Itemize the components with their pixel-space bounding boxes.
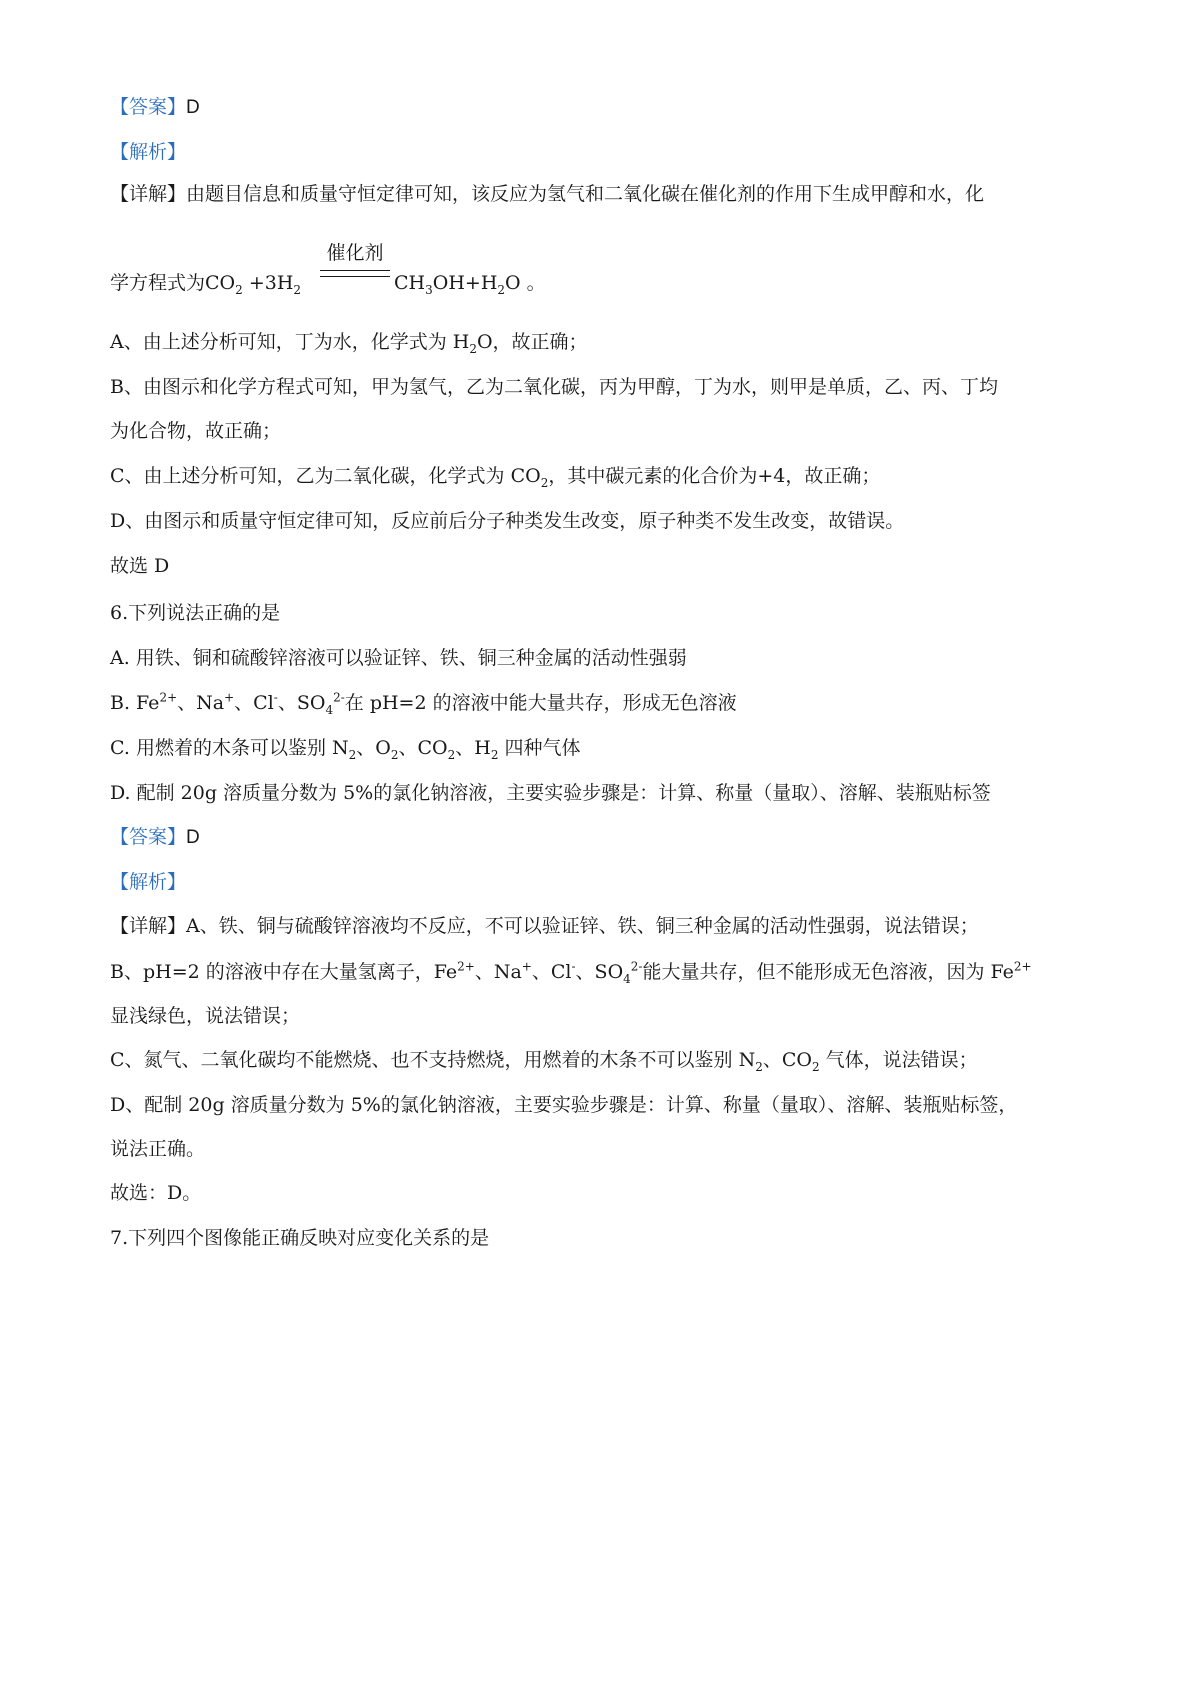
q6-detail-d-line1: D、配制 20g 溶质量分数为 5%的氯化钠溶液，主要实验步骤是：计算、称量（量取）、溶解、装瓶贴标签， — [110, 1094, 1018, 1116]
equation-equals-sign — [320, 270, 390, 277]
q6-detail-b-line1: B、pH=2 的溶液中存在大量氢离子，$Fe^{2+}$、Na+、Cl-、$SO_4^{2-}$能大量共存，但不能形成无色溶液，因为 $Fe^{2+}$ — [110, 959, 1032, 986]
q5-detail-line — [110, 179, 1100, 209]
q6-option-c: C. 用燃着的木条可以鉴别 $N_2$、$O_2$、$CO_2$、$H_2$ 四种气体 — [110, 737, 581, 762]
q5-option-b-line2: 为化合物，故正确； — [110, 420, 282, 442]
q5-analysis-line — [110, 137, 1100, 167]
q6-analysis-line — [110, 867, 1100, 897]
detail-text: 由题目信息和质量守恒定律可知，该反应为氢气和二氧化碳在催化剂的作用下生成甲醇和水，化 — [186, 183, 985, 205]
answer-value: D — [186, 827, 200, 848]
detail-tag: 【详解】 — [110, 915, 187, 937]
answer-value: D — [186, 97, 200, 118]
q5-answer-line — [110, 92, 1100, 123]
q7-stem: 7.下列四个图像能正确反映对应变化关系的是 — [110, 1227, 490, 1249]
answer-tag: 【答案】 — [110, 96, 187, 118]
q5-choose: 故选 D — [110, 555, 170, 577]
q5-option-b-line1: B、由图示和化学方程式可知，甲为氢气，乙为二氧化碳，丙为甲醇，丁为水，则甲是单质，乙、丙、丁均 — [110, 376, 998, 398]
detail-tag: 【详解】 — [110, 183, 187, 205]
q6-option-b: B. $Fe^{2+}$、Na+、Cl-、$SO_4^{2-}$在 pH=2 的溶液中能大量共存，形成无色溶液 — [110, 690, 737, 717]
equation-left: 学方程式为$CO_2 +3H_2$ — [110, 272, 302, 297]
q6-choose: 故选：D。 — [110, 1182, 202, 1204]
q6-detail-c: C、氮气、二氧化碳均不能燃烧、也不支持燃烧，用燃着的木条不可以鉴别 $N_2$、$CO_2$ 气体，说法错误； — [110, 1049, 978, 1074]
q6-detail-a: 【详解】A、铁、铜与硫酸锌溶液均不反应，不可以验证锌、铁、铜三种金属的活动性强弱，说法错误； — [110, 915, 979, 937]
q6-option-d: D. 配制 20g 溶质量分数为 5%的氯化钠溶液，主要实验步骤是：计算、称量（量取）、溶解、装瓶贴标签 — [110, 782, 991, 804]
analysis-tag: 【解析】 — [110, 141, 187, 163]
q6-stem: 6.下列说法正确的是 — [110, 602, 281, 624]
q5-option-c: C、由上述分析可知，乙为二氧化碳，化学式为 $CO_2$，其中碳元素的化合价为+4，故正确； — [110, 465, 881, 490]
equation-right: $CH_3OH+H_2O$ 。 — [394, 272, 546, 297]
q6-detail-d-line2: 说法正确。 — [110, 1138, 206, 1160]
q5-option-a: A、由上述分析可知，丁为水，化学式为 $H_2O$，故正确； — [110, 331, 588, 356]
q6-detail-b-line2: 显浅绿色，说法错误； — [110, 1005, 301, 1027]
equation-catalyst: 催化剂 — [326, 242, 384, 264]
q6-option-a: A. 用铁、铜和硫酸锌溶液可以验证锌、铁、铜三种金属的活动性强弱 — [110, 647, 687, 669]
analysis-tag: 【解析】 — [110, 871, 187, 893]
q5-option-d: D、由图示和质量守恒定律可知，反应前后分子种类发生改变，原子种类不发生改变，故错误。 — [110, 510, 905, 532]
answer-tag: 【答案】 — [110, 826, 187, 848]
chemical-equation — [110, 240, 810, 310]
q6-answer-line — [110, 822, 1100, 853]
